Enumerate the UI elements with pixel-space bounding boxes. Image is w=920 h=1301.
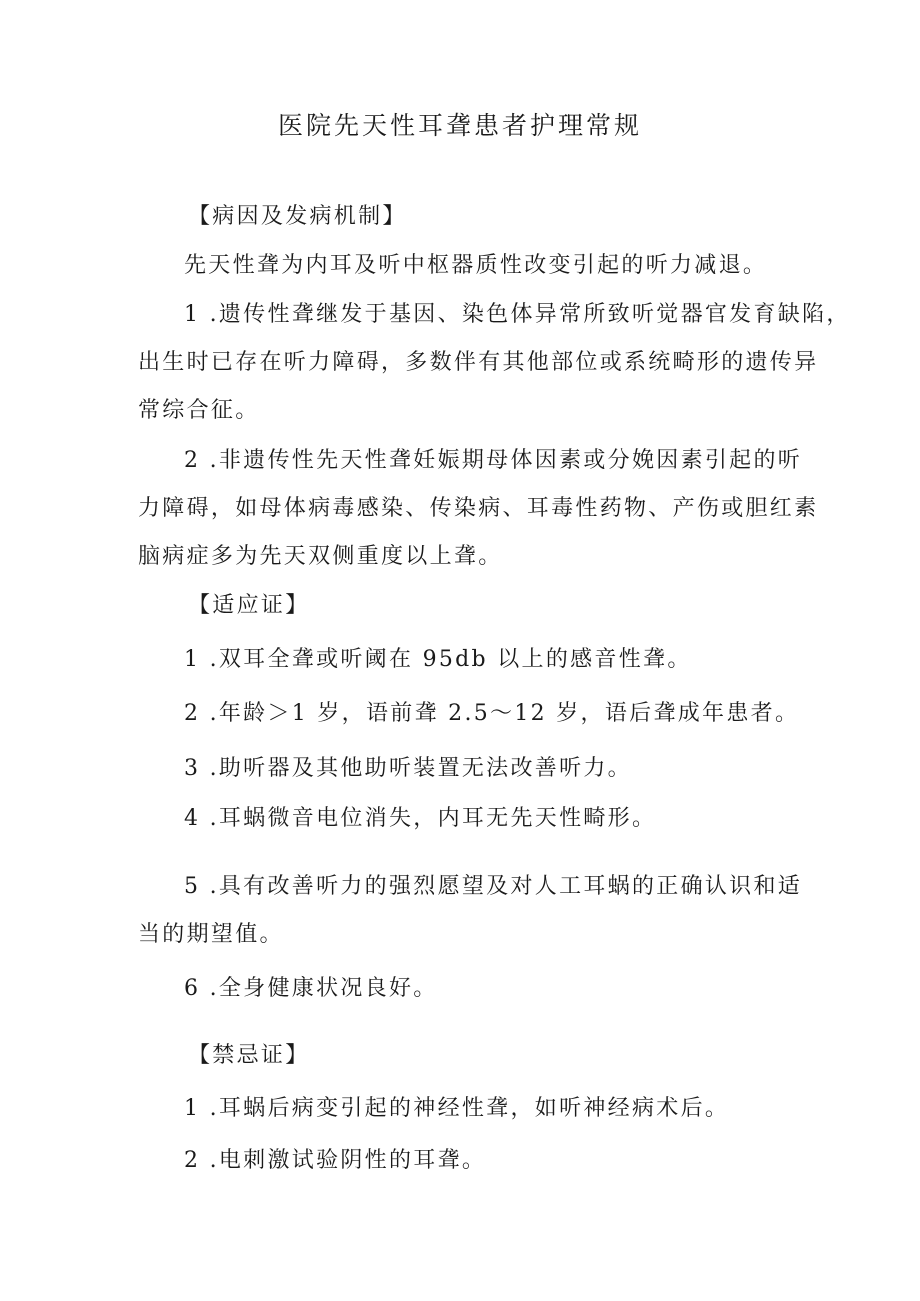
section-heading-etiology: 【病因及发病机制】 <box>188 204 407 229</box>
paragraph-line: 先天性聋为内耳及听中枢器质性改变引起的听力减退。 <box>184 253 768 278</box>
paragraph-line: 2 .电刺激试验阴性的耳聋。 <box>184 1148 487 1173</box>
paragraph-line: 脑病症多为先天双侧重度以上聋。 <box>138 544 503 569</box>
paragraph-line: 3 .助听器及其他助听装置无法改善听力。 <box>184 756 632 781</box>
section-heading-indications: 【适应证】 <box>188 593 310 618</box>
paragraph-line: 5 .具有改善听力的强烈愿望及对人工耳蜗的正确认识和适 <box>184 874 803 899</box>
paragraph-line: 力障碍，如母体病毒感染、传染病、耳毒性药物、产伤或胆红素 <box>138 496 819 521</box>
paragraph-line: 6 .全身健康状况良好。 <box>184 976 438 1001</box>
paragraph-line: 常综合征。 <box>138 398 260 423</box>
paragraph-line: 2 .年龄＞1 岁，语前聋 2.5～12 岁，语后聋成年患者。 <box>184 701 800 726</box>
section-heading-contraindications: 【禁忌证】 <box>188 1043 310 1068</box>
document-title: 医院先天性耳聋患者护理常规 <box>277 111 642 140</box>
paragraph-line: 2 .非遗传性先天性聋妊娠期母体因素或分娩因素引起的听 <box>184 448 803 473</box>
paragraph-line: 当的期望值。 <box>138 922 284 947</box>
paragraph-line: 出生时已存在听力障碍，多数伴有其他部位或系统畸形的遗传异 <box>138 350 819 375</box>
paragraph-line: 4 .耳蜗微音电位消失，内耳无先天性畸形。 <box>184 806 657 831</box>
paragraph-line: 1 .遗传性聋继发于基因、染色体异常所致听觉器官发育缺陷， <box>184 302 851 327</box>
paragraph-line: 1 .双耳全聋或听阈在 95db 以上的感音性聋。 <box>184 647 692 672</box>
paragraph-line: 1 .耳蜗后病变引起的神经性聋，如听神经病术后。 <box>184 1096 730 1121</box>
